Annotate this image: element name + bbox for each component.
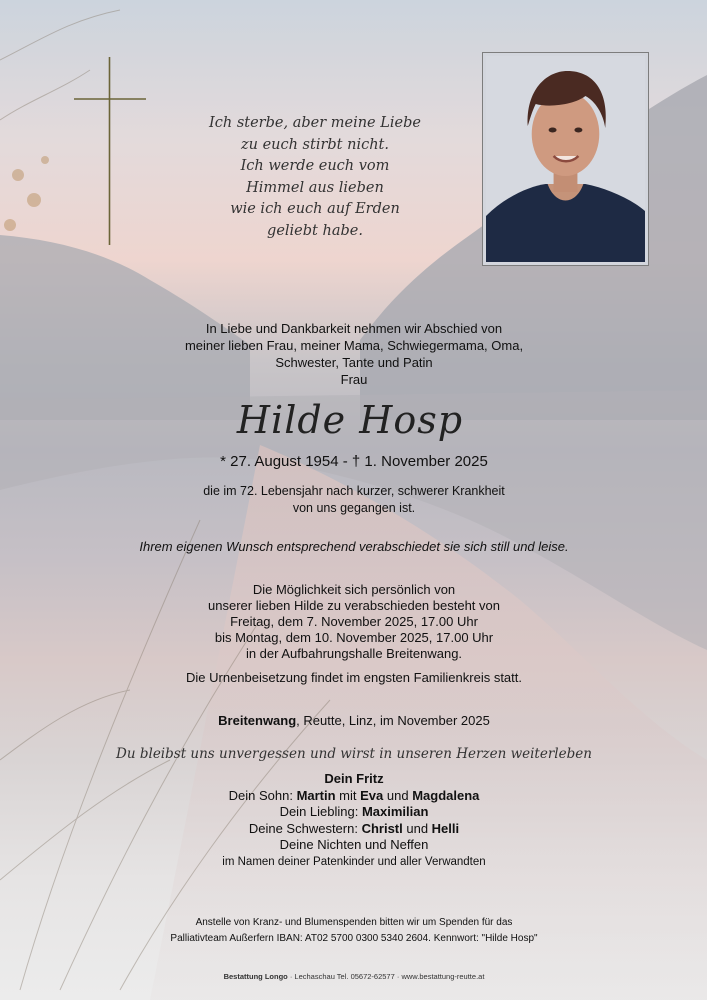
sisters-label: Deine Schwestern: [248, 820, 362, 836]
mourner-husband [120, 771, 588, 788]
urn-burial-note: Die Urnenbeisetzung findet im engsten Familienkreis statt. [186, 670, 522, 685]
granddaughter-name: Magdalena [412, 787, 480, 803]
funeral-home-name: Bestattung Longo [223, 972, 288, 981]
sister-name: Helli [431, 820, 460, 836]
cross-icon [70, 55, 150, 250]
quote-line: zu euch stirbt nicht. [240, 136, 389, 153]
husband-name: Dein Fritz [324, 771, 384, 786]
son-label: Dein Sohn: [228, 787, 297, 803]
mourner-favorite [120, 804, 588, 821]
portrait-frame [482, 52, 649, 266]
quote-line: Himmel aus lieben [246, 179, 384, 196]
portrait-photo [486, 56, 645, 262]
quote-line: wie ich euch auf Erden [230, 201, 400, 217]
age-line: die im 72. Lebensjahr nach kurzer, schwerer Krankheit [203, 484, 505, 498]
place-and-date [120, 712, 588, 729]
sister-name: Christl [361, 820, 403, 836]
intro-line: Frau [340, 372, 368, 387]
donation-request [100, 915, 608, 947]
son-and: und [383, 787, 413, 803]
deceased-name: Hilde Hosp [236, 398, 464, 442]
intro-line: In Liebe und Dankbarkeit nehmen wir Abschied von [205, 321, 503, 336]
mourners-list [120, 771, 588, 871]
favorite-name: Maximilian [361, 804, 429, 820]
mourner-sisters [120, 821, 588, 838]
life-dates: * 27. August 1954 - † 1. November 2025 [220, 453, 488, 470]
visitation-line: bis Montag, dem 10. November 2025, 17.00 Uhr [214, 630, 494, 645]
quiet-farewell-note: Ihrem eigenen Wunsch entsprechend verabschiedet sie sich still und leise. [139, 539, 569, 554]
quote-line: Ich werde euch vom [240, 158, 390, 174]
mourner-nieces: Deine Nichten und Neffen [279, 837, 429, 853]
visitation-line: unserer lieben Hilde zu verabschieden besteht von [208, 598, 500, 613]
son-connector: mit [335, 787, 361, 803]
favorite-label: Dein Liebling: [279, 804, 362, 820]
donation-line: Palliativteam Außerfern IBAN: AT02 5700 0300 5340 2604. Kennwort: "Hilde Hosp" [170, 933, 538, 944]
farewell-intro [120, 320, 588, 388]
visitation-line: in der Aufbahrungshalle Breitenwang. [245, 646, 463, 661]
funeral-home-footer [120, 972, 588, 982]
age-statement [120, 483, 588, 517]
age-line: von uns gegangen ist. [292, 501, 416, 515]
remembrance-line: Du bleibst uns unvergessen und wirst in unseren Herzen weiterleben [116, 746, 592, 762]
sisters-and: und [402, 820, 432, 836]
place-main: Breitenwang [218, 713, 297, 728]
visitation-info [120, 582, 588, 662]
mourner-son [120, 788, 588, 805]
visitation-line: Freitag, dem 7. November 2025, 17.00 Uhr [230, 614, 478, 629]
intro-line: meiner lieben Frau, meiner Mama, Schwiegermama, Oma, [184, 338, 524, 353]
donation-line: Anstelle von Kranz- und Blumenspenden bitten wir um Spenden für das [195, 917, 513, 928]
intro-line: Schwester, Tante und Patin [275, 355, 433, 370]
memorial-quote [180, 113, 450, 242]
funeral-home-details: · Lechaschau Tel. 05672-62577 · www.bestattung-reutte.at [287, 972, 485, 981]
quote-line: Ich sterbe, aber meine Liebe [209, 115, 421, 131]
place-rest: , Reutte, Linz, im November 2025 [296, 713, 490, 728]
quote-line: geliebt habe. [267, 222, 363, 239]
son-partner-name: Eva [360, 787, 384, 803]
son-name: Martin [296, 787, 336, 803]
visitation-line: Die Möglichkeit sich persönlich von [252, 582, 456, 597]
mourner-godchildren: im Namen deiner Patenkinder und aller Verwandten [222, 855, 486, 868]
